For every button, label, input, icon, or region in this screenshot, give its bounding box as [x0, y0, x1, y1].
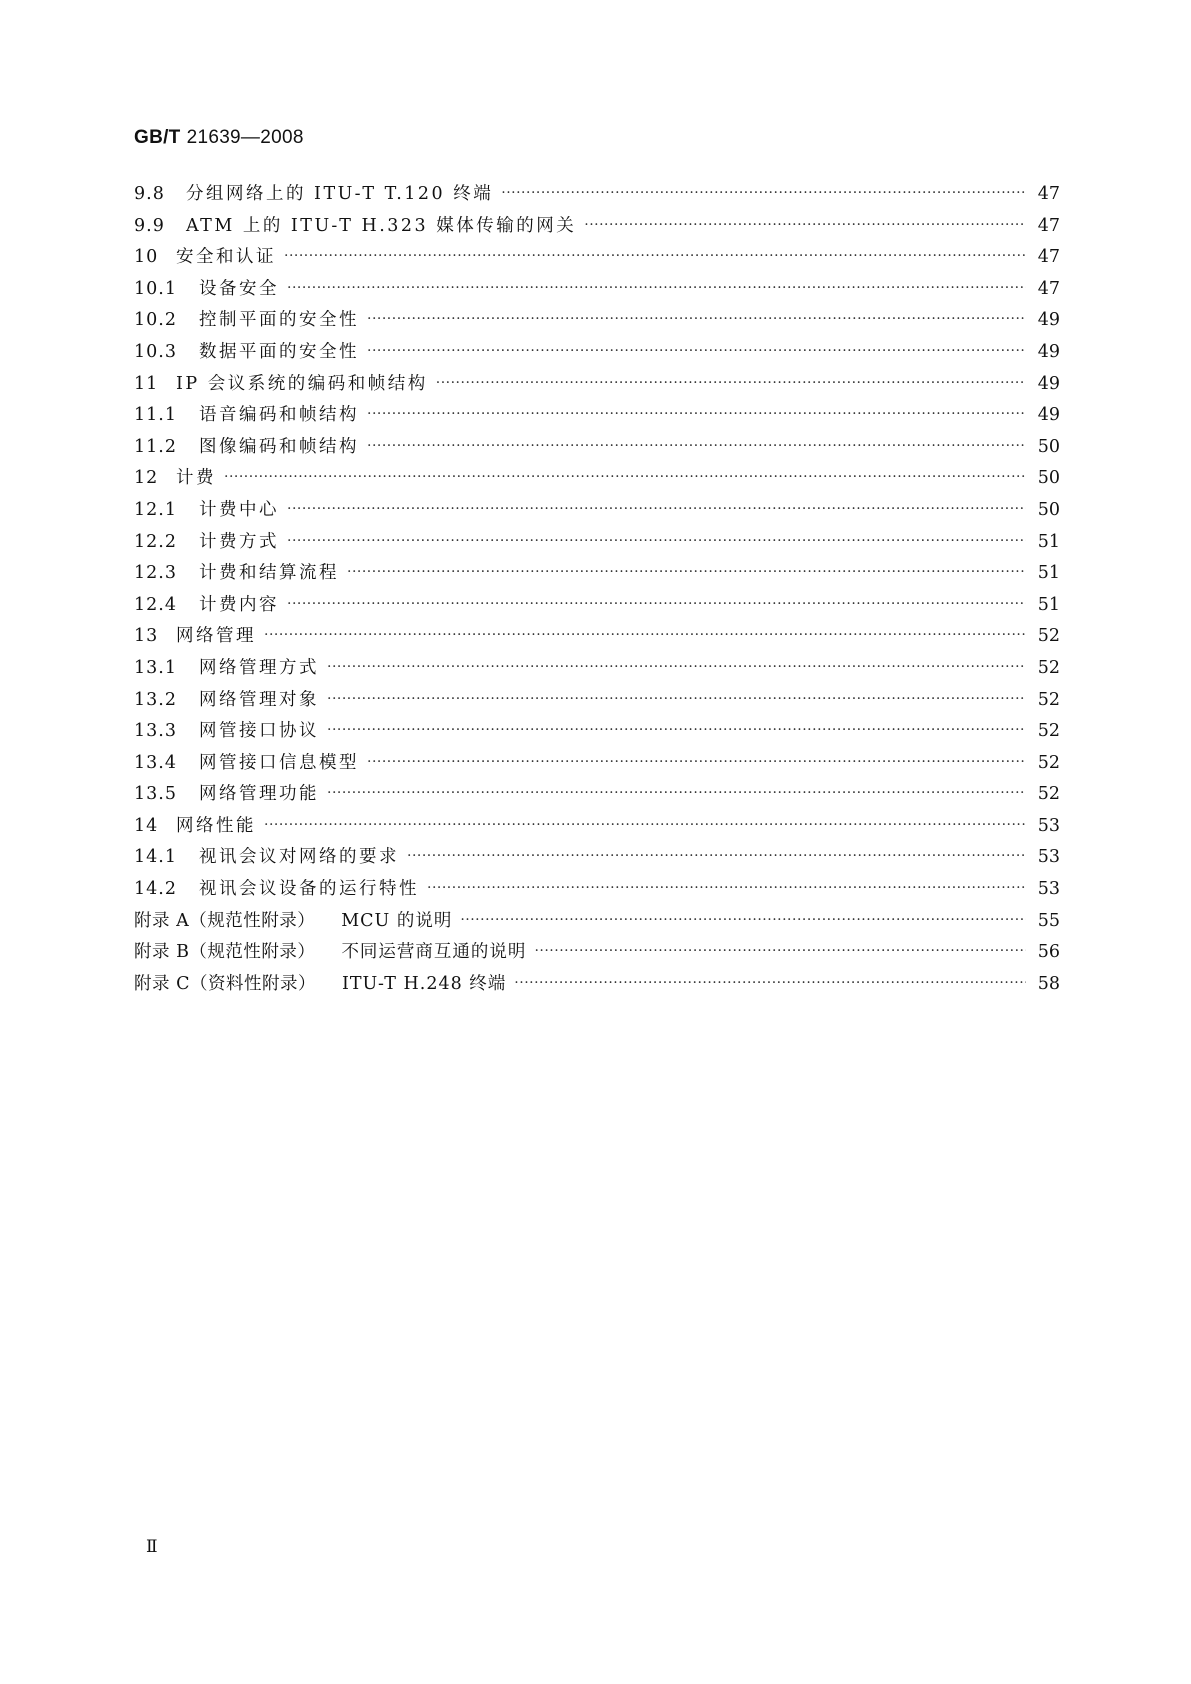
- toc-entry-number: 12.3: [134, 563, 177, 584]
- toc-entry-number: 附录 B（规范性附录）: [134, 942, 316, 963]
- standard-number: 21639—2008: [186, 127, 304, 148]
- toc-entry-page: 47: [1037, 215, 1060, 236]
- toc-entry-page: 52: [1037, 689, 1060, 710]
- toc-entry-number: 14: [134, 815, 159, 836]
- toc-entry[interactable]: [134, 275, 1060, 307]
- toc-leader-dots: [367, 754, 1026, 770]
- toc-entry[interactable]: [134, 907, 1060, 939]
- toc-entry-number: 13.2: [134, 689, 177, 710]
- toc-entry-number: 附录 A（规范性附录）: [134, 910, 316, 931]
- toc-entry-title: 网管接口协议: [199, 721, 319, 742]
- toc-entry-page: 49: [1037, 405, 1060, 426]
- standard-code: GB/T: [134, 127, 181, 148]
- toc-entry-page: 52: [1037, 752, 1060, 773]
- toc-entry-page: 49: [1037, 341, 1060, 362]
- toc-entry[interactable]: [134, 843, 1060, 875]
- toc-entry[interactable]: [134, 433, 1060, 465]
- toc-entry-title: MCU 的说明: [341, 910, 453, 931]
- toc-entry-title: 计费方式: [199, 531, 279, 552]
- toc-entry-number: 12.4: [134, 594, 177, 615]
- toc-leader-dots: [287, 533, 1026, 549]
- toc-entry-page: 49: [1037, 373, 1060, 394]
- toc-leader-dots: [264, 817, 1026, 833]
- page-number: Ⅱ: [146, 1537, 158, 1557]
- toc-entry-title: 控制平面的安全性: [199, 310, 359, 331]
- toc-entry[interactable]: [134, 938, 1060, 970]
- toc-entry-number: 14.2: [134, 879, 177, 900]
- toc-entry-page: 58: [1037, 973, 1060, 994]
- toc-entry-title: 视讯会议对网络的要求: [199, 847, 399, 868]
- toc-entry-page: 49: [1037, 310, 1060, 331]
- toc-entry-number: 13: [134, 626, 159, 647]
- toc-entry-page: 53: [1037, 879, 1060, 900]
- toc-entry-page: 51: [1037, 563, 1060, 584]
- toc-entry-page: 56: [1037, 942, 1060, 963]
- toc-entry[interactable]: [134, 686, 1060, 718]
- toc-leader-dots: [287, 280, 1026, 296]
- toc-entry-title: ATM 上的 ITU-T H.323 媒体传输的网关: [186, 215, 577, 236]
- toc-leader-dots: [284, 248, 1026, 264]
- toc-leader-dots: [407, 848, 1026, 864]
- toc-entry-page: 53: [1037, 815, 1060, 836]
- toc-entry-number: 13.1: [134, 657, 177, 678]
- toc-entry-title: 网管接口信息模型: [199, 752, 359, 773]
- toc-entry[interactable]: [134, 717, 1060, 749]
- toc-leader-dots: [367, 406, 1026, 422]
- toc-entry[interactable]: [134, 496, 1060, 528]
- toc-leader-dots: [287, 596, 1026, 612]
- toc-leader-dots: [514, 975, 1026, 991]
- toc-entry-number: 10.1: [134, 278, 177, 299]
- toc-leader-dots: [224, 469, 1026, 485]
- toc-entry-title: 网络管理方式: [199, 657, 319, 678]
- toc-entry-title: ITU-T H.248 终端: [341, 973, 507, 994]
- toc-entry-title: 图像编码和帧结构: [199, 436, 359, 457]
- toc-entry-title: 网络管理功能: [199, 784, 319, 805]
- toc-entry-page: 52: [1037, 784, 1060, 805]
- toc-entry[interactable]: [134, 654, 1060, 686]
- toc-leader-dots: [327, 691, 1026, 707]
- toc-entry[interactable]: [134, 528, 1060, 560]
- toc-entry-title: 网络管理: [176, 626, 256, 647]
- toc-entry-page: 52: [1037, 657, 1060, 678]
- toc-entry-number: 9.8: [134, 184, 165, 204]
- toc-entry-title: 计费: [176, 468, 216, 489]
- toc-entry-page: 47: [1037, 247, 1060, 268]
- toc-entry-page: 47: [1037, 278, 1060, 299]
- toc-entry-title: IP 会议系统的编码和帧结构: [176, 373, 428, 394]
- toc-entry-page: 53: [1037, 847, 1060, 868]
- toc-entry-page: 50: [1037, 468, 1060, 489]
- toc-entry[interactable]: [134, 749, 1060, 781]
- toc-leader-dots: [436, 375, 1026, 391]
- toc-entry-number: 12.2: [134, 531, 177, 552]
- toc-entry-number: 13.3: [134, 721, 177, 742]
- toc-entry[interactable]: [134, 212, 1060, 244]
- toc-entry-title: 网络性能: [176, 815, 256, 836]
- toc-leader-dots: [534, 943, 1026, 959]
- standard-code-header: [134, 127, 304, 149]
- toc-entry[interactable]: [134, 875, 1060, 907]
- toc-leader-dots: [427, 880, 1026, 896]
- toc-entry[interactable]: [134, 338, 1060, 370]
- toc-entry-number: 14.1: [134, 847, 177, 868]
- toc-entry-page: 55: [1037, 910, 1060, 931]
- toc-entry[interactable]: [134, 559, 1060, 591]
- toc-leader-dots: [367, 343, 1026, 359]
- toc-entry[interactable]: [134, 970, 1060, 1002]
- toc-entry[interactable]: [134, 812, 1060, 844]
- toc-entry-number: 13.5: [134, 784, 177, 805]
- toc-entry-title: 分组网络上的 ITU-T T.120 终端: [186, 184, 494, 204]
- toc-entry-number: 13.4: [134, 752, 177, 773]
- toc-entry[interactable]: [134, 306, 1060, 338]
- toc-entry[interactable]: [134, 591, 1060, 623]
- toc-entry-number: 9.9: [134, 215, 165, 236]
- toc-entry-number: 10: [134, 247, 159, 268]
- toc-leader-dots: [327, 659, 1026, 675]
- toc-leader-dots: [264, 627, 1026, 643]
- toc-entry-number: 12.1: [134, 499, 177, 520]
- toc-leader-dots: [367, 438, 1026, 454]
- toc-entry-title: 不同运营商互通的说明: [341, 942, 527, 963]
- toc-leader-dots: [501, 185, 1026, 201]
- toc-entry-number: 10.3: [134, 341, 177, 362]
- toc-entry-number: 12: [134, 468, 159, 489]
- toc-entry-title: 计费内容: [199, 594, 279, 615]
- toc-entry-title: 网络管理对象: [199, 689, 319, 710]
- toc-entry-title: 设备安全: [199, 278, 279, 299]
- toc-entry-number: 附录 C（资料性附录）: [134, 973, 316, 994]
- toc-entry-page: 47: [1037, 184, 1060, 204]
- toc-entry[interactable]: [134, 464, 1060, 496]
- toc-entry[interactable]: [134, 370, 1060, 402]
- table-of-contents: [134, 180, 1060, 1001]
- toc-leader-dots: [287, 501, 1026, 517]
- toc-entry-title: 安全和认证: [176, 247, 276, 268]
- toc-leader-dots: [347, 564, 1026, 580]
- toc-entry-title: 数据平面的安全性: [199, 341, 359, 362]
- toc-entry-title: 计费和结算流程: [199, 563, 339, 584]
- toc-entry-number: 11.1: [134, 405, 177, 426]
- toc-leader-dots: [460, 912, 1026, 928]
- toc-entry[interactable]: [134, 780, 1060, 812]
- toc-entry[interactable]: [134, 401, 1060, 433]
- toc-entry-number: 11.2: [134, 436, 177, 457]
- toc-entry[interactable]: [134, 622, 1060, 654]
- toc-leader-dots: [327, 722, 1026, 738]
- toc-entry-number: 11: [134, 373, 159, 394]
- toc-entry-title: 语音编码和帧结构: [199, 405, 359, 426]
- toc-entry-title: 计费中心: [199, 499, 279, 520]
- toc-entry-page: 51: [1037, 531, 1060, 552]
- toc-entry[interactable]: [134, 180, 1060, 212]
- toc-entry-page: 50: [1037, 499, 1060, 520]
- toc-entry-title: 视讯会议设备的运行特性: [199, 879, 419, 900]
- toc-entry[interactable]: [134, 243, 1060, 275]
- toc-entry-page: 52: [1037, 626, 1060, 647]
- toc-entry-page: 52: [1037, 721, 1060, 742]
- toc-leader-dots: [367, 311, 1026, 327]
- toc-entry-number: 10.2: [134, 310, 177, 331]
- toc-entry-page: 51: [1037, 594, 1060, 615]
- toc-leader-dots: [584, 217, 1026, 233]
- toc-entry-page: 50: [1037, 436, 1060, 457]
- toc-leader-dots: [327, 785, 1026, 801]
